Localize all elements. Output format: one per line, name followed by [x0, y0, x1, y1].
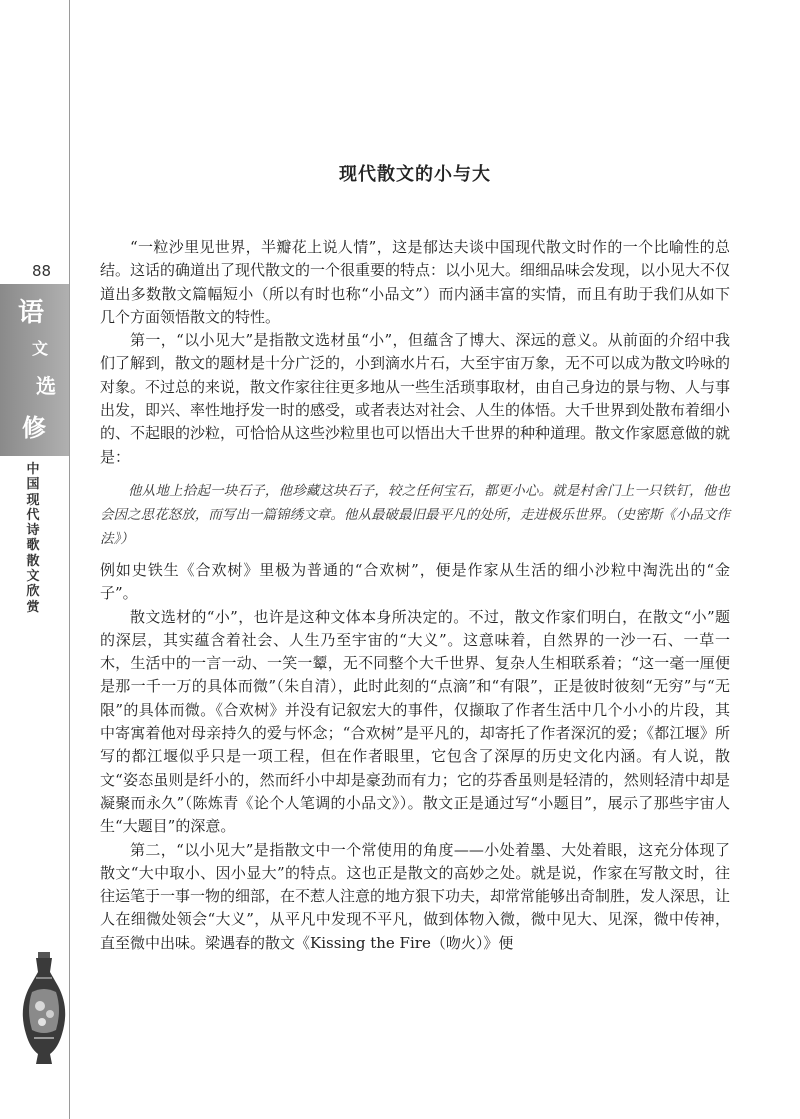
paragraph: 第二，“以小见大”是指散文中一个常使用的角度——小处着墨、大处着眼，这充分体现了散文“大中取小、因小显大”的特点。这也正是散文的高妙之处。就是说，作家在写散文时，往往运笔于一事一物的细部，在不惹人注意的地方狠下功夫，却常常能够出奇制胜，发人深思，让人在细微处领会“大义”，从平凡中发现不平凡，做到体物入微，微中见大、见深，微中传神，直至微中出味。梁遇春的散文《Kissing the Fire（吻火）》便 [100, 840, 731, 952]
page-number: 88 [32, 262, 52, 280]
vase-illustration [16, 952, 72, 1068]
book-series-label: 中国现代诗歌散文欣赏 [26, 462, 40, 615]
article-body [100, 236, 730, 955]
paragraph: 第一，“以小见大”是指散文选材虽“小”，但蕴含了博大、深远的意义。从前面的介绍中我们了解到，散文的题材是十分广泛的，小到滴水片石，大至宇宙万象，无不可以成为散文吟咏的对象。不过总的来说，散文作家往往更多地从一些生活琐事取材，由自己身边的景与物、人与事出发，即兴、率性地抒发一时的感受，或者表达对社会、人生的体悟。大千世界到处散布着细小的、不起眼的沙粒，可恰恰从这些沙粒里也可以悟出大千世界的种种道理。散文作家愿意做的就是： [100, 331, 731, 466]
section-tab-char: 文 [32, 339, 49, 358]
paragraph: “一粒沙里见世界，半瓣花上说人情”，这是郁达夫谈中国现代散文时作的一个比喻性的总结。这话的确道出了现代散文的一个很重要的特点：以小见大。细细品味会发现，以小见大不仅道出多数散文篇幅短小（所以有时也称“小品文”）而内涵丰富的实情，而且有助于我们从如下几个方面领悟散文的特性。 [100, 238, 731, 326]
section-tab-char: 选 [36, 374, 56, 398]
paragraph: 例如史铁生《合欢树》里极为普通的“合欢树”，便是作家从生活的细小沙粒中淘洗出的“金子”。 [100, 560, 730, 603]
block-quote: 他从地上拾起一块石子，他珍藏这块石子，较之任何宝石，都更小心。就是村舍门上一只铁钉，他也会因之思花怒放，而写出一篇锦绣文章。他从最破最旧最平凡的处所，走进极乐世界。（史密斯《小品文作法》） [100, 482, 730, 547]
article-title: 现代散文的小与大 [339, 164, 491, 185]
section-tab-char: 修 [22, 413, 46, 442]
section-tab-char: 语 [18, 298, 45, 328]
paragraph: 散文选材的“小”，也许是这种文体本身所决定的。不过，散文作家们明白，在散文“小”题的深层，其实蕴含着社会、人生乃至宇宙的“大义”。这意味着，自然界的一沙一石、一草一木，生活中的一言一动、一笑一颦，无不同整个大千世界、复杂人生相联系着；“这一毫一厘便是那一千一万的具体而微”（朱自清），此时此刻的“点滴”和“有限”，正是彼时彼刻“无穷”与“无限”的具体而微。《合欢树》并没有记叙宏大的事件，仅撷取了作者生活中几个小小的片段，其中寄寓着他对母亲持久的爱与怀念；“合欢树”是平凡的，却寄托了作者深沉的爱；《都江堰》所写的都江堰似乎只是一项工程，但在作者眼里，它包含了深厚的历史文化内涵。有人说，散文“姿态虽则是纤小的，然而纤小中却是豪劲而有力；它的芬香虽则是轻清的，然则轻清中却是凝聚而永久”（陈炼青《论个人笔调的小品文》）。散文正是通过写“小题目”，展示了那些宇宙人生“大题目”的深意。 [100, 607, 730, 836]
section-tab [0, 284, 69, 456]
